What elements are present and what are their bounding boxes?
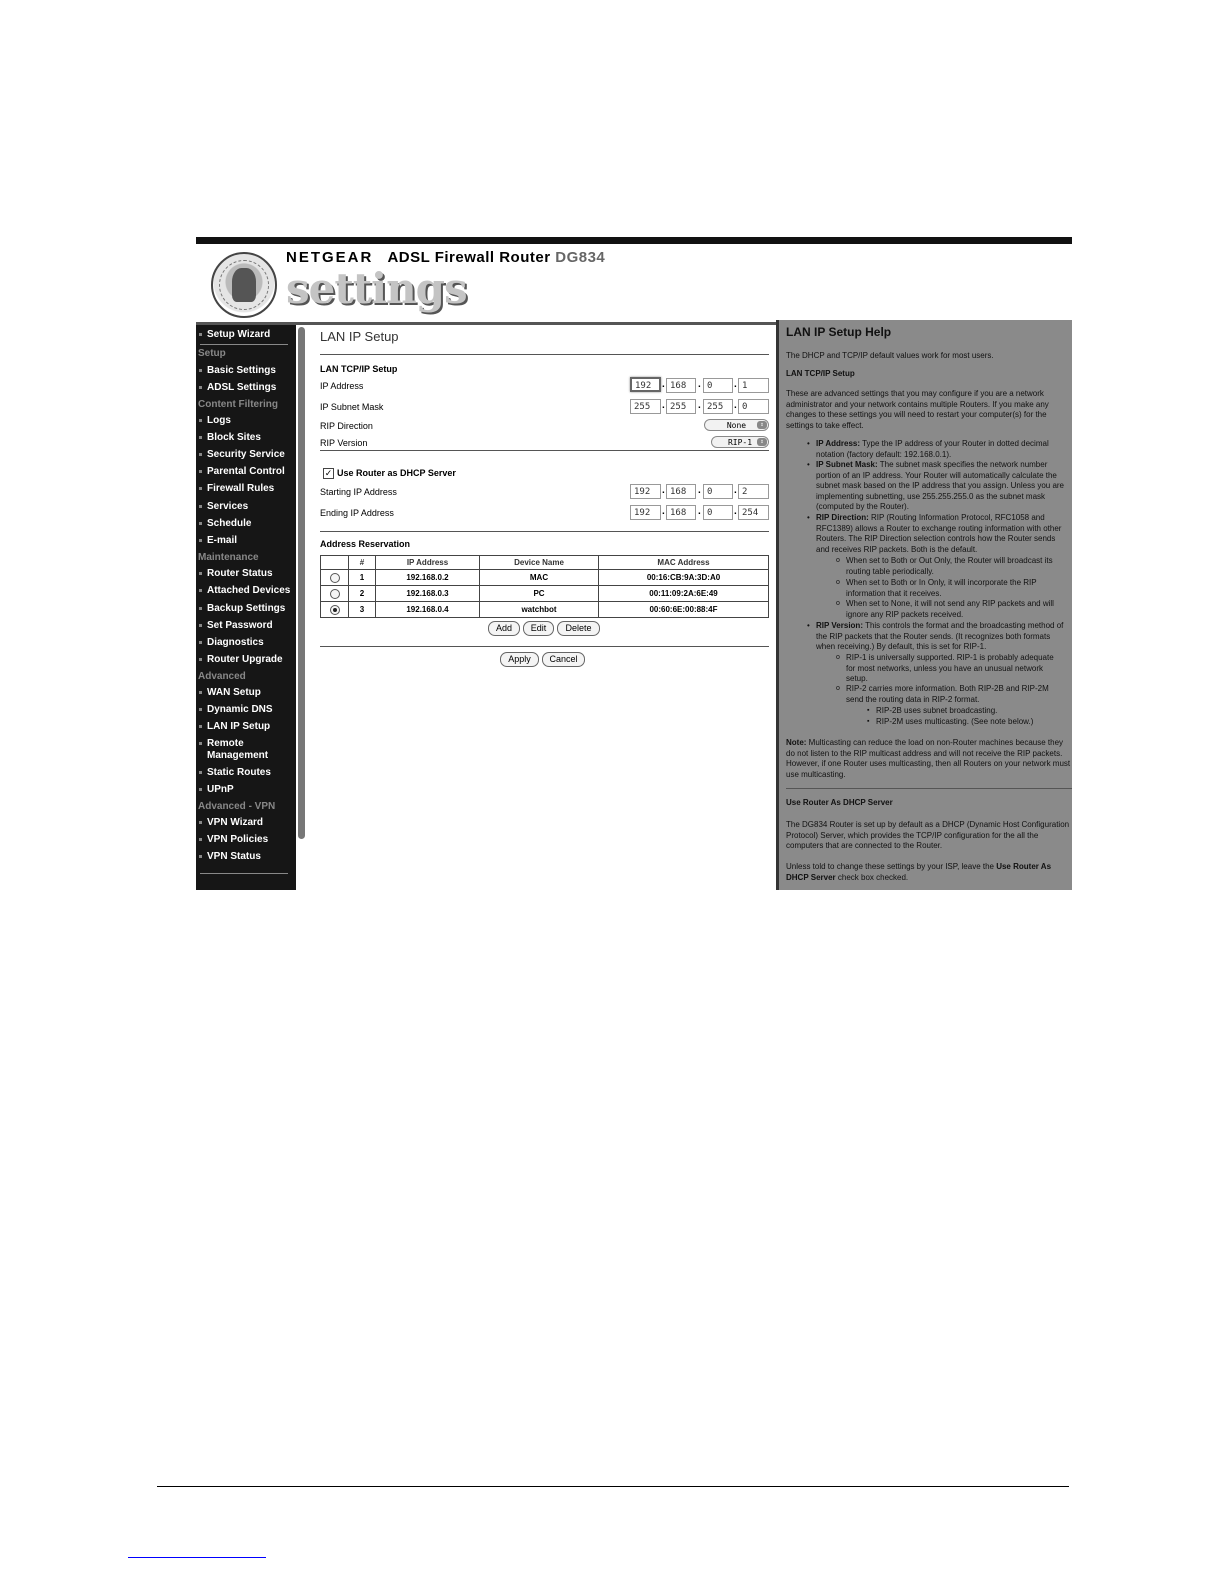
sidebar-item-email[interactable]: E-mail xyxy=(199,535,295,547)
sidebar-item-vpn-wizard[interactable]: VPN Wizard xyxy=(199,817,295,829)
help-sub-bullet: o When set to None, it will not send any RIP packets and will ignore any RIP packets received. xyxy=(846,599,1072,620)
column-header-device: Device Name xyxy=(480,556,599,570)
ip-address-label: IP Address xyxy=(320,381,364,391)
help-bullet-rip-version: • RIP Version: This controls the format and the broadcasting method of the RIP packets that the Router sends. (It recognizes both formats when receiving.) By default, this is set for RIP-1. xyxy=(816,621,1066,653)
row-select-cell[interactable] xyxy=(321,570,349,586)
sidebar-item-vpn-status[interactable]: VPN Status xyxy=(199,851,295,863)
octet-separator: . xyxy=(698,379,701,390)
sidebar-item-logs[interactable]: Logs xyxy=(199,415,295,427)
subnet-octet-3[interactable]: 255 xyxy=(703,399,733,414)
tcpip-section-title: LAN TCP/IP Setup xyxy=(320,364,398,374)
chevron-updown-icon: ⇕ xyxy=(757,421,767,429)
section-maintenance: Maintenance xyxy=(198,552,259,563)
octet-separator: . xyxy=(662,379,665,390)
rip-direction-label: RIP Direction xyxy=(320,421,373,431)
cancel-button[interactable]: Cancel xyxy=(542,652,585,667)
help-sub-bullet: o When set to Both or Out Only, the Router will broadcast its routing table periodically. xyxy=(846,556,1072,577)
row-number: 1 xyxy=(349,570,376,586)
bullet-icon xyxy=(199,855,202,858)
subnet-mask-label: IP Subnet Mask xyxy=(320,402,384,412)
bullet-icon xyxy=(199,641,202,644)
starting-ip-octet-3[interactable]: 0 xyxy=(703,484,733,499)
help-sub-sub-bullet: ▪ RIP-2M uses multicasting. (See note below.) xyxy=(876,717,1066,728)
bullet-icon xyxy=(199,589,202,592)
column-header-mac: MAC Address xyxy=(599,556,769,570)
octet-separator: . xyxy=(662,485,665,496)
bullet-icon xyxy=(199,436,202,439)
help-note: Note: Multicasting can reduce the load on non-Router machines because they do not listen to the RIP multicast address and will not receive the RIP packets. However, if one Router uses multicasting, then all Routers on your network must use multicasting. xyxy=(786,738,1071,779)
help-divider xyxy=(786,788,1072,789)
main-content xyxy=(308,325,774,890)
starting-ip-octet-2[interactable]: 168 xyxy=(666,484,696,499)
sidebar-item-lan-ip-setup[interactable]: LAN IP Setup xyxy=(199,721,295,733)
sidebar-item-attached-devices[interactable]: Attached Devices xyxy=(199,585,295,597)
column-header-number: # xyxy=(349,556,376,570)
sidebar-item-vpn-policies[interactable]: VPN Policies xyxy=(199,834,295,846)
section-content-filtering: Content Filtering xyxy=(198,399,278,410)
help-sub-bullet: o RIP-2 carries more information. Both RIP-2B and RIP-2M send the routing data in RIP-2 format. xyxy=(846,684,1056,705)
rip-version-label: RIP Version xyxy=(320,438,368,448)
table-row[interactable] xyxy=(321,586,769,602)
footer-link-underline[interactable] xyxy=(128,1557,266,1558)
row-mac: 00:16:CB:9A:3D:A0 xyxy=(599,570,769,586)
starting-ip-octet-1[interactable]: 192 xyxy=(630,484,661,499)
subnet-octet-2[interactable]: 255 xyxy=(666,399,696,414)
select-column-header xyxy=(321,556,349,570)
sidebar-item-diagnostics[interactable]: Diagnostics xyxy=(199,637,295,649)
section-advanced: Advanced xyxy=(198,671,246,682)
ending-ip-octet-3[interactable]: 0 xyxy=(703,505,733,520)
bullet-icon xyxy=(199,539,202,542)
help-dhcp-heading: Use Router As DHCP Server xyxy=(786,798,893,807)
table-row[interactable] xyxy=(321,570,769,586)
sidebar-item-block-sites[interactable]: Block Sites xyxy=(199,432,295,444)
octet-separator: . xyxy=(734,379,737,390)
help-dhcp-paragraph: The DG834 Router is set up by default as a DHCP (Dynamic Host Configuration Protocol) Server, which provides the TCP/IP configuration for the all the computers that are connected to the Router. xyxy=(786,820,1070,851)
octet-separator: . xyxy=(698,485,701,496)
bullet-icon xyxy=(199,333,202,336)
sidebar-item-security-service[interactable]: Security Service xyxy=(199,449,295,461)
row-mac: 00:60:6E:00:88:4F xyxy=(599,602,769,618)
page-title: LAN IP Setup xyxy=(320,329,399,344)
help-tcpip-heading: LAN TCP/IP Setup xyxy=(786,369,855,378)
row-select-cell[interactable] xyxy=(321,602,349,618)
bullet-icon xyxy=(199,838,202,841)
help-sub-bullet: o RIP-1 is universally supported. RIP-1 is probably adequate for most networks, unless you have an unusual network setup. xyxy=(846,653,1056,685)
bullet-icon xyxy=(199,771,202,774)
bullet-icon xyxy=(199,691,202,694)
divider xyxy=(320,450,769,451)
sidebar-item-firewall-rules[interactable]: Firewall Rules xyxy=(199,483,295,495)
table-row[interactable] xyxy=(321,602,769,618)
row-ip: 192.168.0.2 xyxy=(376,570,480,586)
starting-ip-octet-4[interactable]: 2 xyxy=(738,484,769,499)
ip-address-octet-2[interactable]: 168 xyxy=(666,378,696,393)
address-reservation-table xyxy=(320,555,769,618)
sidebar-item-setup-wizard[interactable]: Setup Wizard xyxy=(199,329,295,341)
help-intro: The DHCP and TCP/IP default values work for most users. xyxy=(786,351,994,360)
row-ip: 192.168.0.4 xyxy=(376,602,480,618)
row-device-name: watchbot xyxy=(480,602,599,618)
octet-separator: . xyxy=(662,400,665,411)
sidebar-divider xyxy=(200,344,288,345)
help-title: LAN IP Setup Help xyxy=(786,325,892,339)
sidebar-item-static-routes[interactable]: Static Routes xyxy=(199,767,295,779)
help-bullet-mask: • IP Subnet Mask: The subnet mask specifies the network number portion of an IP address. Your Router will automatically calculate the subnet mask based on the IP address that you assign. Unless you are implementing subnetting, use 255.255.255.0 as the subnet mask (computed by the Router). xyxy=(816,460,1066,513)
sidebar-item-basic-settings[interactable]: Basic Settings xyxy=(199,365,295,377)
address-reservation-title: Address Reservation xyxy=(320,539,411,549)
row-radio[interactable] xyxy=(330,573,340,583)
sidebar-item-adsl-settings[interactable]: ADSL Settings xyxy=(199,382,295,394)
row-select-cell[interactable] xyxy=(321,586,349,602)
section-setup: Setup xyxy=(198,348,226,359)
octet-separator: . xyxy=(698,506,701,517)
ip-address-octet-3[interactable]: 0 xyxy=(703,378,733,393)
page-footer-rule xyxy=(157,1486,1069,1487)
dhcp-server-label: Use Router as DHCP Server xyxy=(337,468,456,478)
row-radio[interactable] xyxy=(330,589,340,599)
sidebar-divider xyxy=(200,873,288,874)
subnet-octet-4[interactable]: 0 xyxy=(738,399,769,414)
bullet-icon xyxy=(199,453,202,456)
row-device-name: MAC xyxy=(480,570,599,586)
bullet-icon xyxy=(199,725,202,728)
bullet-icon xyxy=(199,419,202,422)
bullet-icon xyxy=(199,522,202,525)
column-header-ip: IP Address xyxy=(376,556,480,570)
octet-separator: . xyxy=(734,400,737,411)
ip-address-octet-4[interactable]: 1 xyxy=(738,378,769,393)
starting-ip-label: Starting IP Address xyxy=(320,487,397,497)
sidebar-item-backup-settings[interactable]: Backup Settings xyxy=(199,603,295,615)
dhcp-server-checkbox[interactable]: ✓ xyxy=(324,468,333,478)
octet-separator: . xyxy=(734,485,737,496)
netgear-seal-logo xyxy=(211,252,277,318)
bullet-icon xyxy=(199,742,202,745)
router-admin-window xyxy=(196,237,1072,890)
help-panel xyxy=(776,320,1072,890)
delete-button[interactable]: Delete xyxy=(557,621,600,636)
row-radio-selected[interactable] xyxy=(330,605,340,615)
octet-separator: . xyxy=(698,400,701,411)
scrollbar-thumb[interactable] xyxy=(298,327,305,839)
sidebar-item-upnp[interactable]: UPnP xyxy=(199,784,295,796)
bullet-icon xyxy=(199,658,202,661)
bullet-icon xyxy=(199,386,202,389)
ending-ip-octet-2[interactable]: 168 xyxy=(666,505,696,520)
help-bullet-rip-direction: • RIP Direction: RIP (Routing Information Protocol, RFC1058 and RFC1389) allows a Router to exchange routing information with other Routers. The RIP Direction selection controls how the Router sends and receives RIP packets. Both is the default. xyxy=(816,513,1066,555)
add-button[interactable]: Add xyxy=(488,621,520,636)
product-name: ADSL Firewall Router xyxy=(387,249,551,266)
bullet-icon xyxy=(199,624,202,627)
table-header-row xyxy=(321,556,769,570)
sidebar-item-services[interactable]: Services xyxy=(199,501,295,513)
sidebar-item-set-password[interactable]: Set Password xyxy=(199,620,295,632)
help-bullet-ip: • IP Address: Type the IP address of your Router in dotted decimal notation (factory default: 192.168.0.1). xyxy=(816,439,1066,460)
bullet-icon xyxy=(199,572,202,575)
bullet-icon xyxy=(199,369,202,372)
bullet-icon xyxy=(199,708,202,711)
bullet-icon xyxy=(199,821,202,824)
header-subtitle: settings xyxy=(286,264,467,313)
sidebar-item-router-status[interactable]: Router Status xyxy=(199,568,295,580)
help-tcpip-paragraph: These are advanced settings that you may configure if you are a network administrator and your network contains multiple Routers. If you make any changes to these settings you will need to restart your computer(s) for the settings to take effect. xyxy=(786,389,1049,430)
apply-button[interactable]: Apply xyxy=(500,652,539,667)
divider xyxy=(320,354,769,355)
divider xyxy=(320,646,769,647)
bullet-icon xyxy=(199,487,202,490)
row-device-name: PC xyxy=(480,586,599,602)
sidebar-item-wan-setup[interactable]: WAN Setup xyxy=(199,687,295,699)
divider xyxy=(320,531,769,532)
header xyxy=(196,244,1072,325)
ending-ip-label: Ending IP Address xyxy=(320,508,394,518)
row-number: 3 xyxy=(349,602,376,618)
row-mac: 00:11:09:2A:6E:49 xyxy=(599,586,769,602)
bullet-icon xyxy=(199,505,202,508)
sidebar-item-parental-control[interactable]: Parental Control xyxy=(199,466,295,478)
sidebar-item-dynamic-dns[interactable]: Dynamic DNS xyxy=(199,704,295,716)
top-bar xyxy=(196,237,1072,244)
octet-separator: . xyxy=(662,506,665,517)
sidebar-scrollbar[interactable] xyxy=(297,325,306,890)
help-dhcp-advice: Unless told to change these settings by your ISP, leave the Use Router As DHCP Server check box checked. xyxy=(786,862,1052,882)
subnet-octet-1[interactable]: 255 xyxy=(630,399,661,414)
help-sub-bullet: o When set to Both or In Only, it will incorporate the RIP information that it receives. xyxy=(846,578,1072,599)
bullet-icon xyxy=(199,470,202,473)
row-ip: 192.168.0.3 xyxy=(376,586,480,602)
section-advanced-vpn: Advanced - VPN xyxy=(198,801,276,812)
sidebar-item-remote-management[interactable]: Remote Management xyxy=(199,738,295,762)
ip-address-octet-1[interactable]: 192 xyxy=(630,377,661,392)
ending-ip-octet-4[interactable]: 254 xyxy=(738,505,769,520)
sidebar-nav xyxy=(196,325,296,890)
octet-separator: . xyxy=(734,506,737,517)
sidebar-item-router-upgrade[interactable]: Router Upgrade xyxy=(199,654,295,666)
brand-name: NETGEAR xyxy=(286,249,374,266)
sidebar-item-schedule[interactable]: Schedule xyxy=(199,518,295,530)
edit-button[interactable]: Edit xyxy=(523,621,554,636)
bullet-icon xyxy=(199,607,202,610)
help-sub-sub-bullet: ▪ RIP-2B uses subnet broadcasting. xyxy=(876,706,1066,717)
chevron-updown-icon: ⇕ xyxy=(757,438,767,446)
model-name: DG834 xyxy=(555,249,606,266)
row-number: 2 xyxy=(349,586,376,602)
rip-direction-select[interactable]: None ⇕ xyxy=(704,419,769,431)
rip-version-select[interactable]: RIP-1 ⇕ xyxy=(711,436,769,448)
bullet-icon xyxy=(199,788,202,791)
ending-ip-octet-1[interactable]: 192 xyxy=(630,505,661,520)
